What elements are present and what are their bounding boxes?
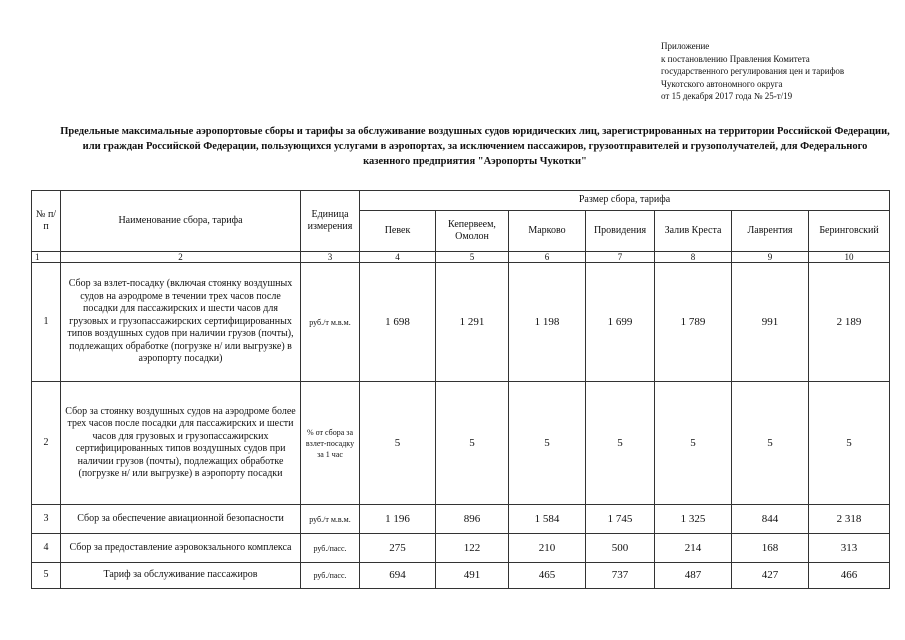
tariff-value: 1 699 [586, 263, 655, 382]
row-name: Сбор за взлет-посадку (включая стоянку воздушных судов на аэродроме в течении трех часов после посадки для пассажирских и шести часов для грузовых и грузопассажирских сертифицированных типов воздушных судов при наличии грузов (почты), подлежащих обработке (погрузке н/ или выгрузке) в аэропорту посадки) [61, 263, 301, 382]
row-name: Сбор за предоставление аэровокзального комплекса [61, 534, 301, 563]
tariff-value: 1 198 [509, 263, 586, 382]
tariff-value: 5 [360, 382, 436, 505]
tariff-value: 5 [809, 382, 890, 505]
appendix-line: государственного регулирования цен и тарифов [661, 66, 845, 76]
row-number: 1 [32, 263, 61, 382]
airport-header: Беринговский [809, 211, 890, 252]
tariff-value: 1 698 [360, 263, 436, 382]
tariff-value: 1 325 [655, 505, 732, 534]
row-number: 2 [32, 382, 61, 505]
row-unit: руб./пасс. [301, 563, 360, 589]
tariff-value: 991 [732, 263, 809, 382]
header-name: Наименование сбора, тарифа [61, 191, 301, 252]
column-number: 3 [301, 252, 360, 263]
airport-header: Певек [360, 211, 436, 252]
tariff-value: 5 [509, 382, 586, 505]
airport-header: Залив Креста [655, 211, 732, 252]
tariff-value: 210 [509, 534, 586, 563]
tariff-value: 466 [809, 563, 890, 589]
document-title: Предельные максимальные аэропортовые сборы и тарифы за обслуживание воздушных судов юридических лиц, зарегистрированных на территории Российской Федерации, или граждан Российской Федерации, пользующихся услугами в аэропортах, за исключением пассажиров, грузоотправителей и грузополучателей, для Федерального казенного предприятия "Аэропорты Чукотки" [60, 126, 890, 167]
table-row [32, 382, 890, 505]
row-number: 3 [32, 505, 61, 534]
column-number: 1 [32, 252, 61, 263]
table-row [32, 563, 890, 589]
column-number: 6 [509, 252, 586, 263]
airport-header: Марково [509, 211, 586, 252]
tariff-value: 275 [360, 534, 436, 563]
row-unit: руб./т м.в.м. [301, 263, 360, 382]
appendix-line: Чукотского автономного округа [661, 78, 783, 89]
column-number: 2 [61, 252, 301, 263]
tariff-value: 5 [436, 382, 509, 505]
column-number: 4 [360, 252, 436, 263]
row-number: 5 [32, 563, 61, 589]
tariff-value: 2 318 [809, 505, 890, 534]
table-row [32, 505, 890, 534]
tariff-value: 500 [586, 534, 655, 563]
tariff-value: 2 189 [809, 263, 890, 382]
column-number: 8 [655, 252, 732, 263]
tariff-value: 1 789 [655, 263, 732, 382]
row-unit: руб./пасс. [301, 534, 360, 563]
tariff-value: 694 [360, 563, 436, 589]
tariff-value: 844 [732, 505, 809, 534]
row-name: Тариф за обслуживание пассажиров [61, 563, 301, 589]
tariff-value: 168 [732, 534, 809, 563]
column-number: 10 [809, 252, 890, 263]
airport-header: Кепервеем, Омолон [436, 211, 509, 252]
column-number: 7 [586, 252, 655, 263]
tariff-value: 313 [809, 534, 890, 563]
tariff-value: 5 [732, 382, 809, 505]
row-name: Сбор за стоянку воздушных судов на аэродроме более трех часов после посадки для пассажирских и шести часов для грузовых и грузопассажирских сертифицированных типов воздушных судов при наличии грузов (почты), подлежащих обработке (погрузке н/ или выгрузке) в аэропорту посадки [61, 382, 301, 505]
tariff-value: 214 [655, 534, 732, 563]
appendix-line: Приложение [661, 41, 710, 51]
tariff-value: 896 [436, 505, 509, 534]
column-number: 9 [732, 252, 809, 263]
airport-header: Провидения [586, 211, 655, 252]
row-unit: руб./т м.в.м. [301, 505, 360, 534]
tariff-value: 1 196 [360, 505, 436, 534]
tariff-value: 487 [655, 563, 732, 589]
tariff-value: 1 745 [586, 505, 655, 534]
header-unit: Единица измерения [301, 191, 360, 252]
row-number: 4 [32, 534, 61, 563]
tariff-value: 491 [436, 563, 509, 589]
tariff-value: 1 291 [436, 263, 509, 382]
tariff-value: 427 [732, 563, 809, 589]
appendix-block [661, 40, 896, 103]
row-name: Сбор за обеспечение авиационной безопасности [61, 505, 301, 534]
column-number: 5 [436, 252, 509, 263]
appendix-line: к постановлению Правления Комитета [661, 53, 810, 64]
tariff-value: 465 [509, 563, 586, 589]
table-row [32, 534, 890, 563]
header-row [32, 191, 890, 211]
column-number-row [32, 252, 890, 263]
header-group: Размер сбора, тарифа [360, 191, 890, 211]
table-row [32, 263, 890, 382]
tariff-value: 1 584 [509, 505, 586, 534]
airport-header: Лаврентия [732, 211, 809, 252]
tariff-value: 122 [436, 534, 509, 563]
tariff-value: 737 [586, 563, 655, 589]
tariff-value: 5 [655, 382, 732, 505]
header-num: № п/п [32, 191, 61, 252]
tariff-value: 5 [586, 382, 655, 505]
row-unit: % от сбора за взлет-посадку за 1 час [301, 382, 360, 505]
tariff-table [31, 190, 890, 589]
appendix-line: от 15 декабря 2017 года № 25-т/19 [661, 91, 793, 101]
